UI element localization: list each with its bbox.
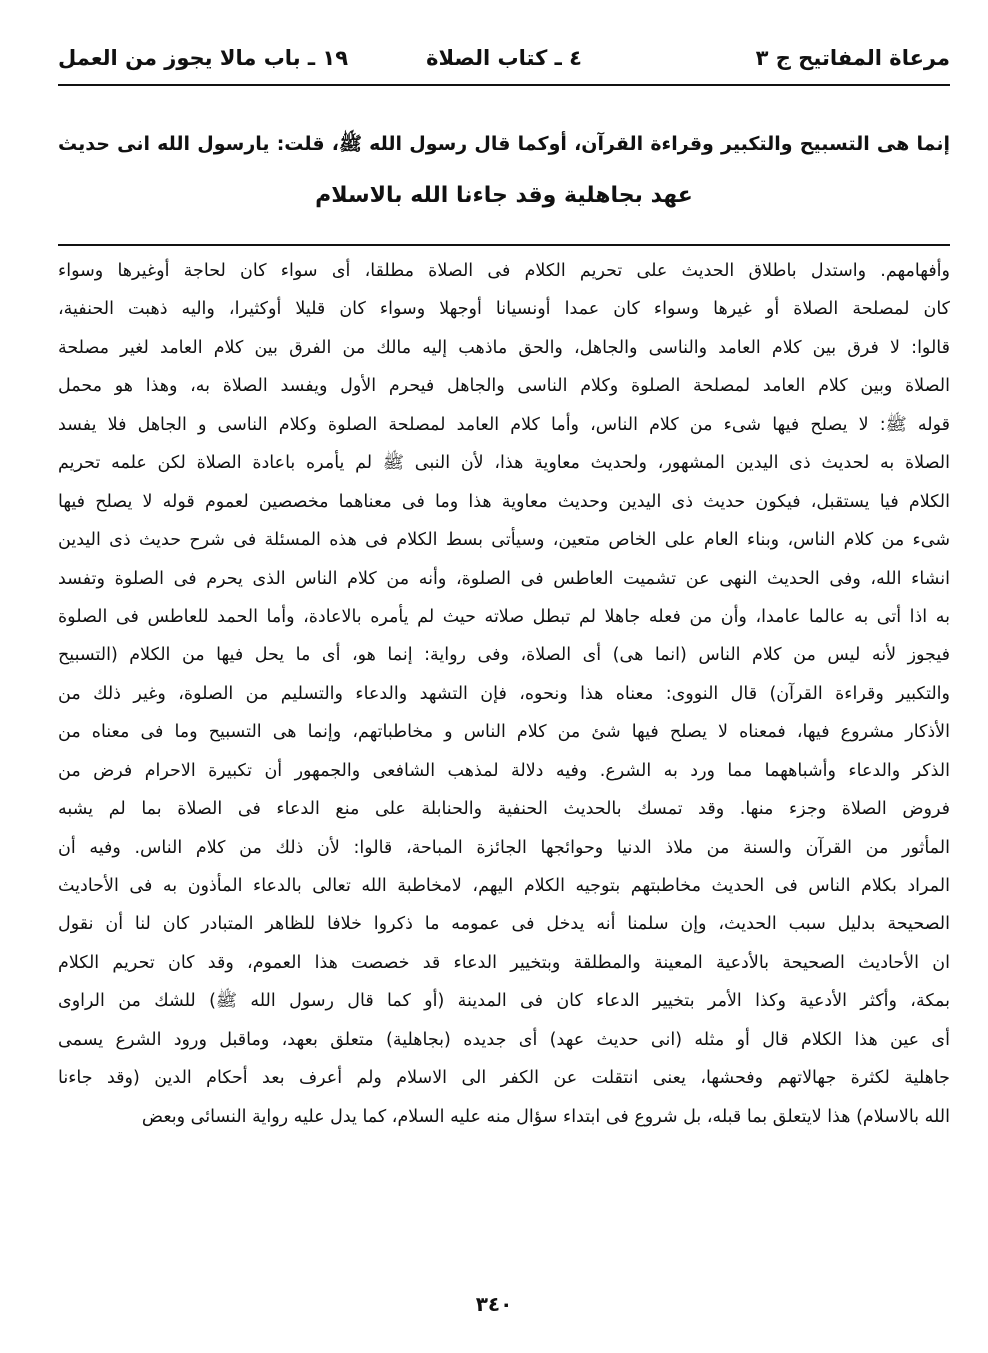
commentary-line: ان الأحاديث الصحيحة بالأدعية المعينة والمطلقة وبتخيير الدعاء قد خصصت هذا العموم، وقد كان تحريم الكلام [58,952,950,973]
header-book-volume: مرعاة المفاتيح ج ٣ [755,46,950,70]
commentary-line: قوله ﷺ: لا يصلح فيها شىء من كلام الناس، وأما كلام العامد لمصلحة الصلوة وكلام الناسى و الجاهل فلا يفسد [58,414,950,435]
commentary-line: أى عين هذا الكلام قال أو مثله (انى حديث عهد) أى جديده (بجاهلية) متعلق بعهد، وماقبل ورود الشرع يسمى [58,1029,950,1050]
commentary-line: الذكر والدعاء وأشباههما مما ورد به الشرع. وفيه دلالة لمذهب الشافعى والجمهور أن تكبيرة الاحرام فرض من [58,760,950,781]
commentary-line: الأذكار مشروع فيها، فمعناه لا يصلح فيها شئ من كلام الناس و مخاطباتهم، وإنما هى التسبيح وما فى معناه من [58,722,950,743]
commentary-line: الصحيحة بدليل سبب الحديث، وإن سلمنا أنه يدخل فى عمومه ما ذكروا خلافا للظاهر المتبادر كان لنا أن نقول [58,914,950,935]
commentary-line: فروض الصلاة وجزء منها. وقد تمسك بالحديث الحنفية والحنابلة على منع الدعاء فى الصلاة بما لم يشبه [58,799,950,820]
header-rule [58,84,950,86]
commentary-line: بمكة، وأكثر الأدعية وكذا الأمر بتخيير الدعاء كان فى المدينة (أو كما قال رسول الله ﷺ) للشك من الراوى [58,991,950,1012]
commentary-line: كان لمصلحة الصلاة أو غيرها وسواء كان عمدا أونسيانا أوجهلا وسواء كان قليلا أوكثيرا، واليه ذهبت الحنفية، [58,299,950,320]
text-divider [58,244,950,246]
commentary-line: المأثور من القرآن والسنة من ملاذ الدنيا وحوائجها الجائزة المباحة، قالوا: لأن ذلك من كلام الناس. وفيه أن [58,837,950,858]
commentary-line: انشاء الله، وفى الحديث النهى عن تشميت العاطس فى الصلوة، وأنه من كلام الناس الذى يحرم فى الصلوة وتفسد [58,568,950,589]
commentary-line: الكلام فيا يستقبل، فيكون حديث ذى اليدين وحديث معاوية هذا وما فى معناهما مخصصين لعموم قوله لا يصلح فيها [58,491,950,512]
hadith-line: إنما هى التسبيح والتكبير وقراءة القرآن، أوكما قال رسول الله ﷺ، قلت: يارسول الله انى حديث [58,133,950,155]
commentary-line: المراد بكلام الناس فى الحديث مخاطبتهم بتوجيه الكلام اليهم، لامخاطبة الله تعالى بالدعاء المأذون به فى الأحاديث [58,876,950,896]
commentary-line: الصلاة وبين كلام العامد لمصلحة الصلوة وكلام الناسى والجاهل فيحرم الأول ويفسد الصلاة به، وهذا هو محمل [58,376,950,397]
commentary-line: فيجوز لأنه ليس من كلام الناس (انما هى) أى الصلاة، وفى رواية: إنما هو، أى ما يحل فيها من الكلام (التسبيح [58,645,950,666]
hadith-line: عهد بجاهلية وقد جاءنا الله بالاسلام [315,183,693,208]
page-number: ٣٤٠ [475,1292,513,1316]
running-header [58,42,950,84]
commentary-line: الصلاة به لحديث ذى اليدين المشهور، ولحديث معاوية هذا، لأن النبى ﷺ لم يأمره باعادة الصلاة لكن علمه تحريم [58,453,950,474]
commentary-line: به اذا أتى به عالما عامدا، وأن من فعله جاهلا لم تبطل صلاته حيث لم يأمره بالاعادة، وأما الحمد للعاطس فى الصلوة [58,606,950,627]
commentary-text [58,252,950,1136]
commentary-line: والتكبير وقراءة القرآن) قال النووى: معناه هذا ونحوه، فإن التشهد والدعاء والتسليم من الصلوة، وغير ذلك من [58,683,950,704]
commentary-line: وأفهامهم. واستدل باطلاق الحديث على تحريم الكلام فى الصلاة مطلقا، أى سواء كان لحاجة أوغيرها وسواء [58,261,950,281]
commentary-line: الله بالاسلام) هذا لايتعلق بما قبله، بل شروع فى ابتداء سؤال منه عليه السلام، كما يدل عليه رواية النسائى وبعض [141,1106,950,1127]
header-section: ١٩ ـ باب مالا يجوز من العمل [58,46,349,70]
hadith-text [58,118,950,222]
commentary-line: جاهلية لكثرة جهالاتهم وفحشها، يعنى انتقلت عن الكفر الى الاسلام ولم أعرف بعد أحكام الدين (وقد جاءنا [58,1068,950,1089]
commentary-line: قالوا: لا فرق بين كلام العامد والناسى والجاهل، والحق ماذهب إليه مالك من الفرق بين كلام العامد لغير مصلحة [58,337,950,358]
commentary-line: شىء من كلام الناس، وبناء العام على الخاص متعين، وسيأتى بسط الكلام فى هذه المسئلة فى شرح حديث ذى اليدين [58,530,950,551]
header-chapter: ٤ ـ كتاب الصلاة [426,46,582,70]
